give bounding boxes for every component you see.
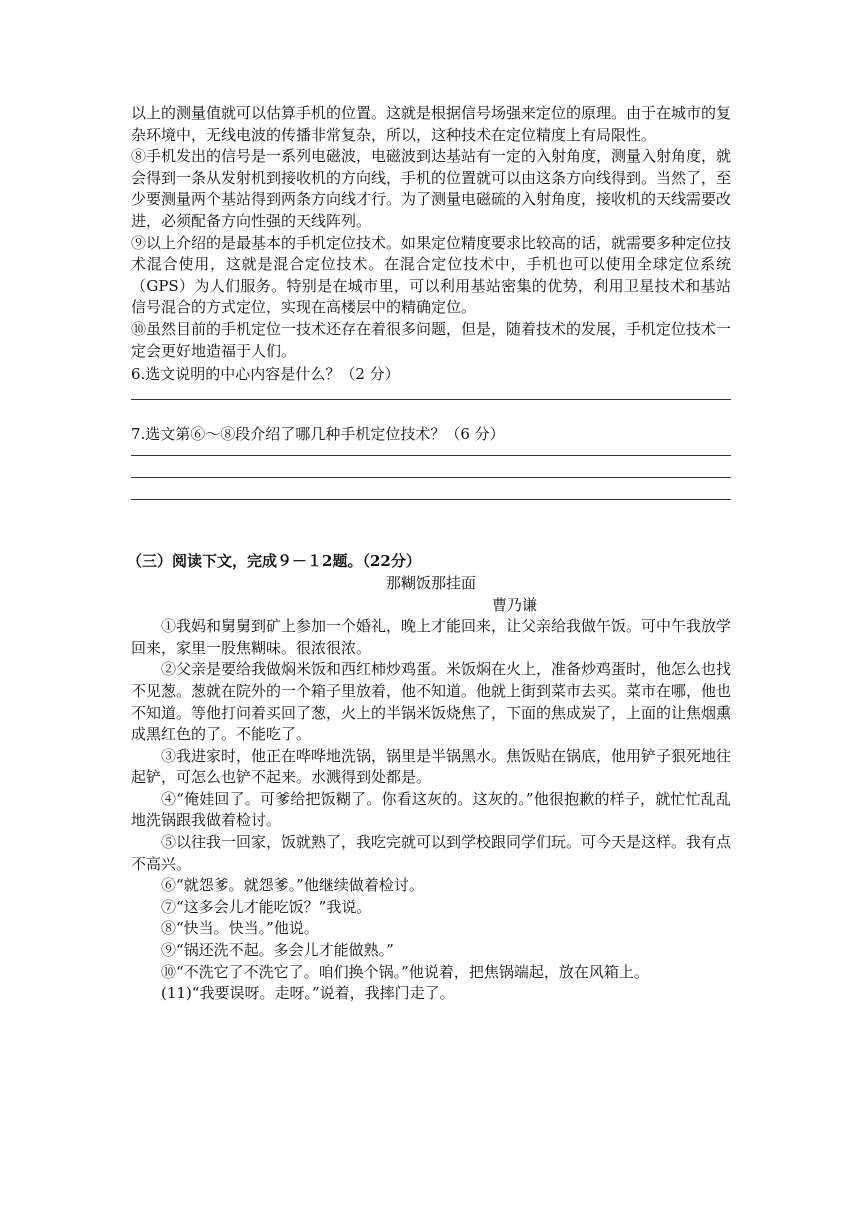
section-heading: （三）阅读下文，完成９－１2题。（22分）	[127, 552, 421, 571]
story-paragraph: ⑦“这多会儿才能吃饭？”我说。	[161, 897, 372, 916]
story-paragraph: ⑧“快当。快当。”他说。	[161, 919, 319, 938]
answer-line[interactable]	[131, 455, 731, 456]
story-paragraph: ②父亲是要给我做焖米饭和西红柿炒鸡蛋。米饭焖在火上，准备炒鸡蛋时，他怎么也找不见葱。葱就在院外的一个箱子里放着，他不知道。他就上街到菜市去买。菜市在哪，他也不知道。等他打问着买回了葱，火上的半锅米饭烧焦了，下面的焦成炭了，上面的让焦烟熏成黑红色的了。不能吃了。	[131, 660, 732, 744]
document-page	[127, 103, 732, 1005]
passage-paragraph: ⑩虽然目前的手机定位一技术还存在着很多问题，但是，随着技术的发展，手机定位技术一定会更好地造福于人们。	[131, 319, 732, 360]
passage-paragraph: ⑧手机发出的信号是一系列电磁波，电磁波到达基站有一定的入射角度，测量入射角度，就会得到一条从发射机到接收机的方向线，手机的位置就可以由这条方向线得到。当然了，至少要测量两个基站得到两条方向线才行。为了测量电磁硫的入射角度，接收机的天线需要改进，必须配备方向性强的天线阵列。	[131, 147, 732, 230]
answer-line[interactable]	[131, 477, 731, 478]
passage-paragraph: 以上的测量值就可以估算手机的位置。这就是根据信号场强来定位的原理。由于在城市的复杂环境中，无线电波的传播非常复杂，所以，这种技术在定位精度上有局限性。	[131, 104, 732, 144]
story-author: 曹乃谦	[492, 596, 538, 615]
answer-line[interactable]	[131, 499, 731, 500]
question-6: 6.选文说明的中心内容是什么？（2 分）	[131, 365, 400, 384]
story-title: 那糊饭那挂面	[385, 574, 476, 593]
story-paragraph: ⑩“不洗它了不洗它了。咱们换个锅。”他说着，把焦锅端起，放在风箱上。	[161, 962, 649, 981]
answer-line[interactable]	[131, 399, 731, 400]
passage-paragraph: ⑨以上介绍的是最基本的手机定位技术。如果定位精度要求比较高的话，就需要多种定位技术混合使用，这就是混合定位技术。在混合定位技术中，手机也可以使用全球定位系统（GPS）为人们服务。特别是在城市里，可以利用基站密集的优势，利用卫星技术和基站信号混合的方式定位，实现在高楼层中的精确定位。	[131, 233, 732, 317]
story-paragraph: ①我妈和舅舅到矿上参加一个婚礼，晚上才能回来，让父亲给我做午饭。可中午我放学回来，家里一股焦糊味。很浓很浓。	[131, 617, 732, 657]
story-paragraph: ⑤以往我一回家，饭就熟了，我吃完就可以到学校跟同学们玩。可今天是这样。我有点不高兴。	[131, 833, 732, 873]
story-paragraph: (11)“我要误呀。走呀。”说着，我摔门走了。	[161, 984, 455, 1003]
story-paragraph: ③我进家时，他正在哗哗地洗锅，锅里是半锅黑水。焦饭贴在锅底，他用铲子狠死地往起铲，可怎么也铲不起来。水溅得到处都是。	[131, 746, 732, 787]
story-paragraph: ⑥“就怨爹。就怨爹。”他继续做着检讨。	[161, 876, 424, 895]
story-paragraph: ⑨“锅还洗不起。多会儿才能做熟。”	[161, 941, 394, 960]
story-paragraph: ④“俺娃回了。可爹给把饭糊了。你看这灰的。这灰的。”他很抱歉的样子，就忙忙乱乱地洗锅跟我做着检讨。	[131, 789, 731, 830]
question-7: 7.选文第⑥～⑧段介绍了哪几种手机定位技术？（6 分）	[131, 425, 505, 444]
